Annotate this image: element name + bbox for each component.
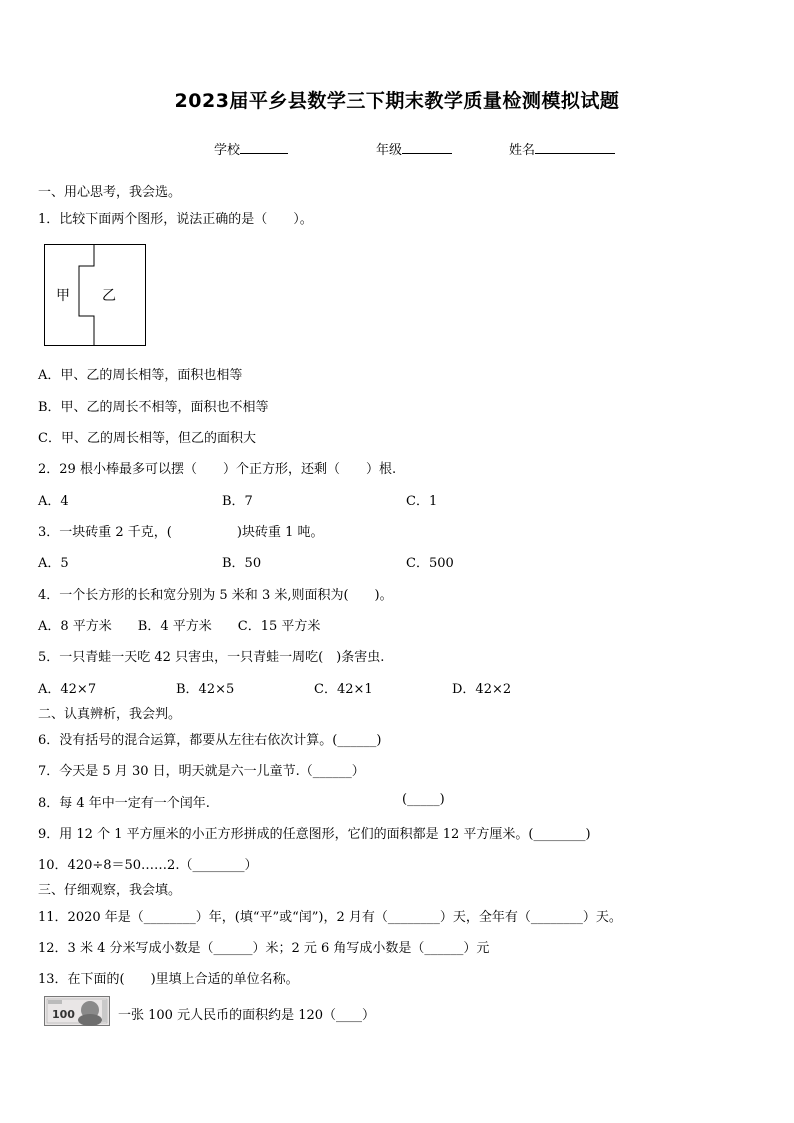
name-field [509,139,615,158]
q13-item-1[interactable]: 一张 100 元人民币的面积约是 120（____） [118,1008,376,1023]
q2-option-a[interactable]: A．4 [38,494,69,509]
question-10[interactable]: 10．420÷8＝50……2.（________） [38,858,258,873]
page-title: 2023届平乡县数学三下期末教学质量检测模拟试题 [174,90,620,112]
name-blank[interactable] [535,140,615,154]
q1-option-a[interactable]: A．甲、乙的周长相等，面积也相等 [38,368,243,383]
question-11[interactable]: 11．2020 年是（________）年，(填“平”或“闰”)，2 月有（________）天，全年有（________）天。 [38,910,622,925]
banknote-image [44,996,110,1026]
figure-label-left: 甲 [56,288,70,304]
figure-label-right: 乙 [102,288,116,304]
question-3: 3．一块砖重 2 千克，( )块砖重 1 吨。 [38,525,324,540]
grade-label: 年级 [376,143,403,158]
question-1: 1．比较下面两个图形，说法正确的是（ ）。 [38,212,313,227]
q1-option-c[interactable]: C．甲、乙的周长相等，但乙的面积大 [38,431,256,446]
q3-option-c[interactable]: C．500 [406,556,454,571]
q8-answer-blank[interactable]: (_____) [402,792,445,807]
question-2: 2．29 根小棒最多可以摆（ ）个正方形，还剩（ ）根. [38,462,397,477]
figure-divider [79,245,94,346]
section-1-heading: 一、用心思考，我会选。 [38,185,182,200]
q5-option-c[interactable]: C．42×1 [314,682,373,697]
grade-field [376,139,452,158]
banknote-denomination: 100 [52,1008,75,1021]
school-field [214,139,288,158]
section-2-heading: 二、认真辨析，我会判。 [38,707,182,722]
q5-option-d[interactable]: D．42×2 [452,682,512,697]
q1-option-b[interactable]: B．甲、乙的周长不相等，面积也不相等 [38,400,269,415]
question-9[interactable]: 9．用 12 个 1 平方厘米的小正方形拼成的任意图形，它们的面积都是 12 平方厘米。(________) [38,827,591,842]
q2-option-b[interactable]: B．7 [222,494,253,509]
q5-option-b[interactable]: B．42×5 [176,682,235,697]
school-blank[interactable] [240,140,288,154]
shape-comparison-figure [44,244,146,346]
question-13: 13．在下面的( )里填上合适的单位名称。 [38,972,299,987]
school-label: 学校 [214,143,241,158]
question-5: 5．一只青蛙一天吃 42 只害虫，一只青蛙一周吃( )条害虫. [38,650,385,665]
question-8: 8．每 4 年中一定有一个闰年. [38,796,210,811]
question-4: 4．一个长方形的长和宽分别为 5 米和 3 米,则面积为( )。 [38,588,393,603]
question-6[interactable]: 6．没有括号的混合运算，都要从左往右依次计算。(______) [38,733,382,748]
section-3-heading: 三、仔细观察，我会填。 [38,883,182,898]
q5-option-a[interactable]: A．42×7 [38,682,97,697]
q4-options[interactable]: A．8 平方米 B．4 平方米 C．15 平方米 [38,619,321,634]
question-12[interactable]: 12．3 米 4 分米写成小数是（______）米；2 元 6 角写成小数是（______）元 [38,941,490,956]
question-7[interactable]: 7．今天是 5 月 30 日，明天就是六一儿童节.（______） [38,764,365,779]
q2-option-c[interactable]: C．1 [406,494,438,509]
grade-blank[interactable] [402,140,452,154]
q3-option-a[interactable]: A．5 [38,556,69,571]
q3-option-b[interactable]: B．50 [222,556,262,571]
name-label: 姓名 [509,143,536,158]
